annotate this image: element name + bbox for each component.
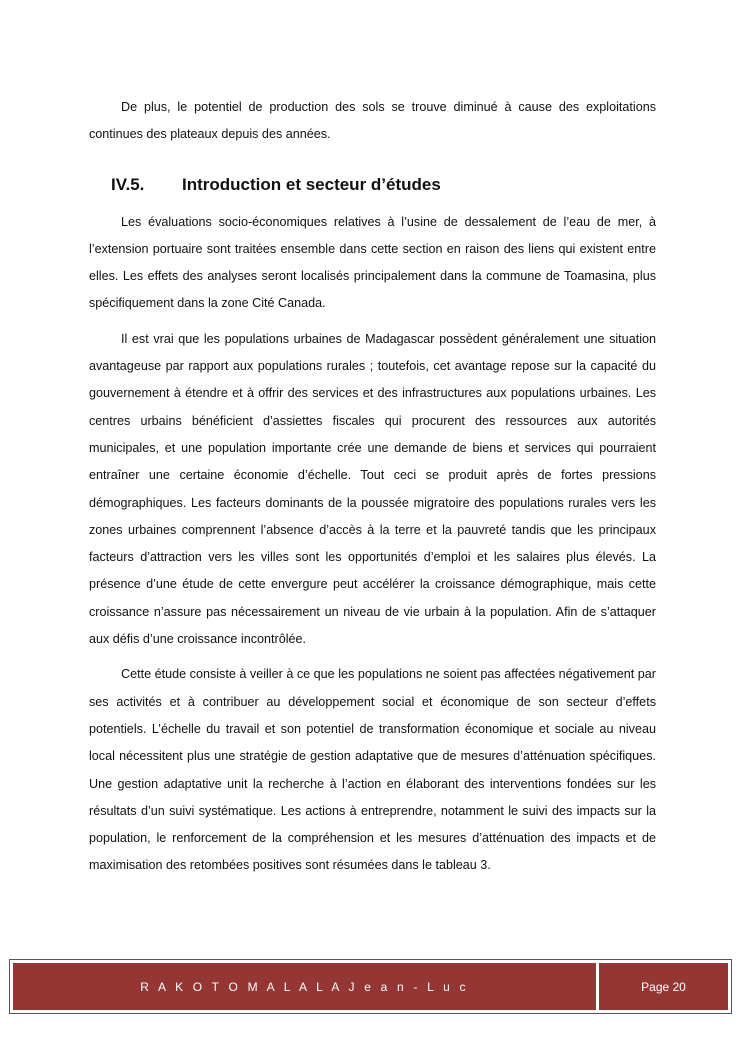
- paragraph-3: Cette étude consiste à veiller à ce que les populations ne soient pas affectées négativement par ses activités et à contribuer au développement social et économique de son secteur d’effets potentiels. L’échelle du travail et son potentiel de transformation économique et sociale au niveau local nécessitent plus une stratégie de gestion adaptative que de mesures d’atténuation spécifiques. Une gestion adaptative unit la recherche à l’action en élaborant des interventions fondées sur les résultats d’un suivi systématique. Les actions à entreprendre, notamment le suivi des impacts sur la population, le renforcement de la compréhension et les mesures d’atténuation des impacts et de maximisation des retombées positives sont résumées dans le tableau 3.: [89, 667, 656, 873]
- page-footer: [9, 959, 732, 1014]
- section-number: IV.5.: [111, 174, 145, 194]
- footer-page-number: Page 20: [599, 963, 728, 1010]
- paragraph-1: Les évaluations socio-économiques relatives à l’usine de dessalement de l’eau de mer, à l’extension portuaire sont traitées ensemble dans cette section en raison des liens qui existent entre elles. Les effets des analyses seront localisés principalement dans la commune de Toamasina, plus spécifiquement dans la zone Cité Canada.: [89, 214, 656, 311]
- intro-paragraph: De plus, le potentiel de production des sols se trouve diminué à cause des exploitations continues des plateaux depuis des années.: [89, 100, 656, 142]
- section-title: Introduction et secteur d’études: [182, 174, 441, 194]
- paragraph-2: Il est vrai que les populations urbaines de Madagascar possèdent généralement une situation avantageuse par rapport aux populations rurales ; toutefois, cet avantage repose sur la capacité du gouvernement à étendre et à offrir des services et des infrastructures aux populations urbaines. Les centres urbains bénéficient d’assiettes fiscales qui procurent des ressources aux autorités municipales, et une population importante crée une demande de biens et services qui pourraient entraîner une certaine économie d’échelle. Tout ceci se produit après de fortes pressions démographiques. Les facteurs dominants de la poussée migratoire des populations rurales vers les zones urbaines comprennent l’absence d’accès à la terre et la pauvreté tandis que les principaux facteurs d’attraction vers les villes sont les opportunités d’emploi et les salaires plus élevés. La présence d’une étude de cette envergure peut accélérer la croissance démographique, mais cette croissance n’assure pas nécessairement un niveau de vie urbain à la population. Afin de s’attaquer aux défis d’une croissance incontrôlée.: [89, 331, 656, 647]
- footer-author: R A K O T O M A L A L A J e a n - L u c: [13, 963, 596, 1010]
- section-heading: [111, 173, 656, 197]
- footer-bar: [13, 963, 728, 1010]
- document-body: [89, 94, 656, 880]
